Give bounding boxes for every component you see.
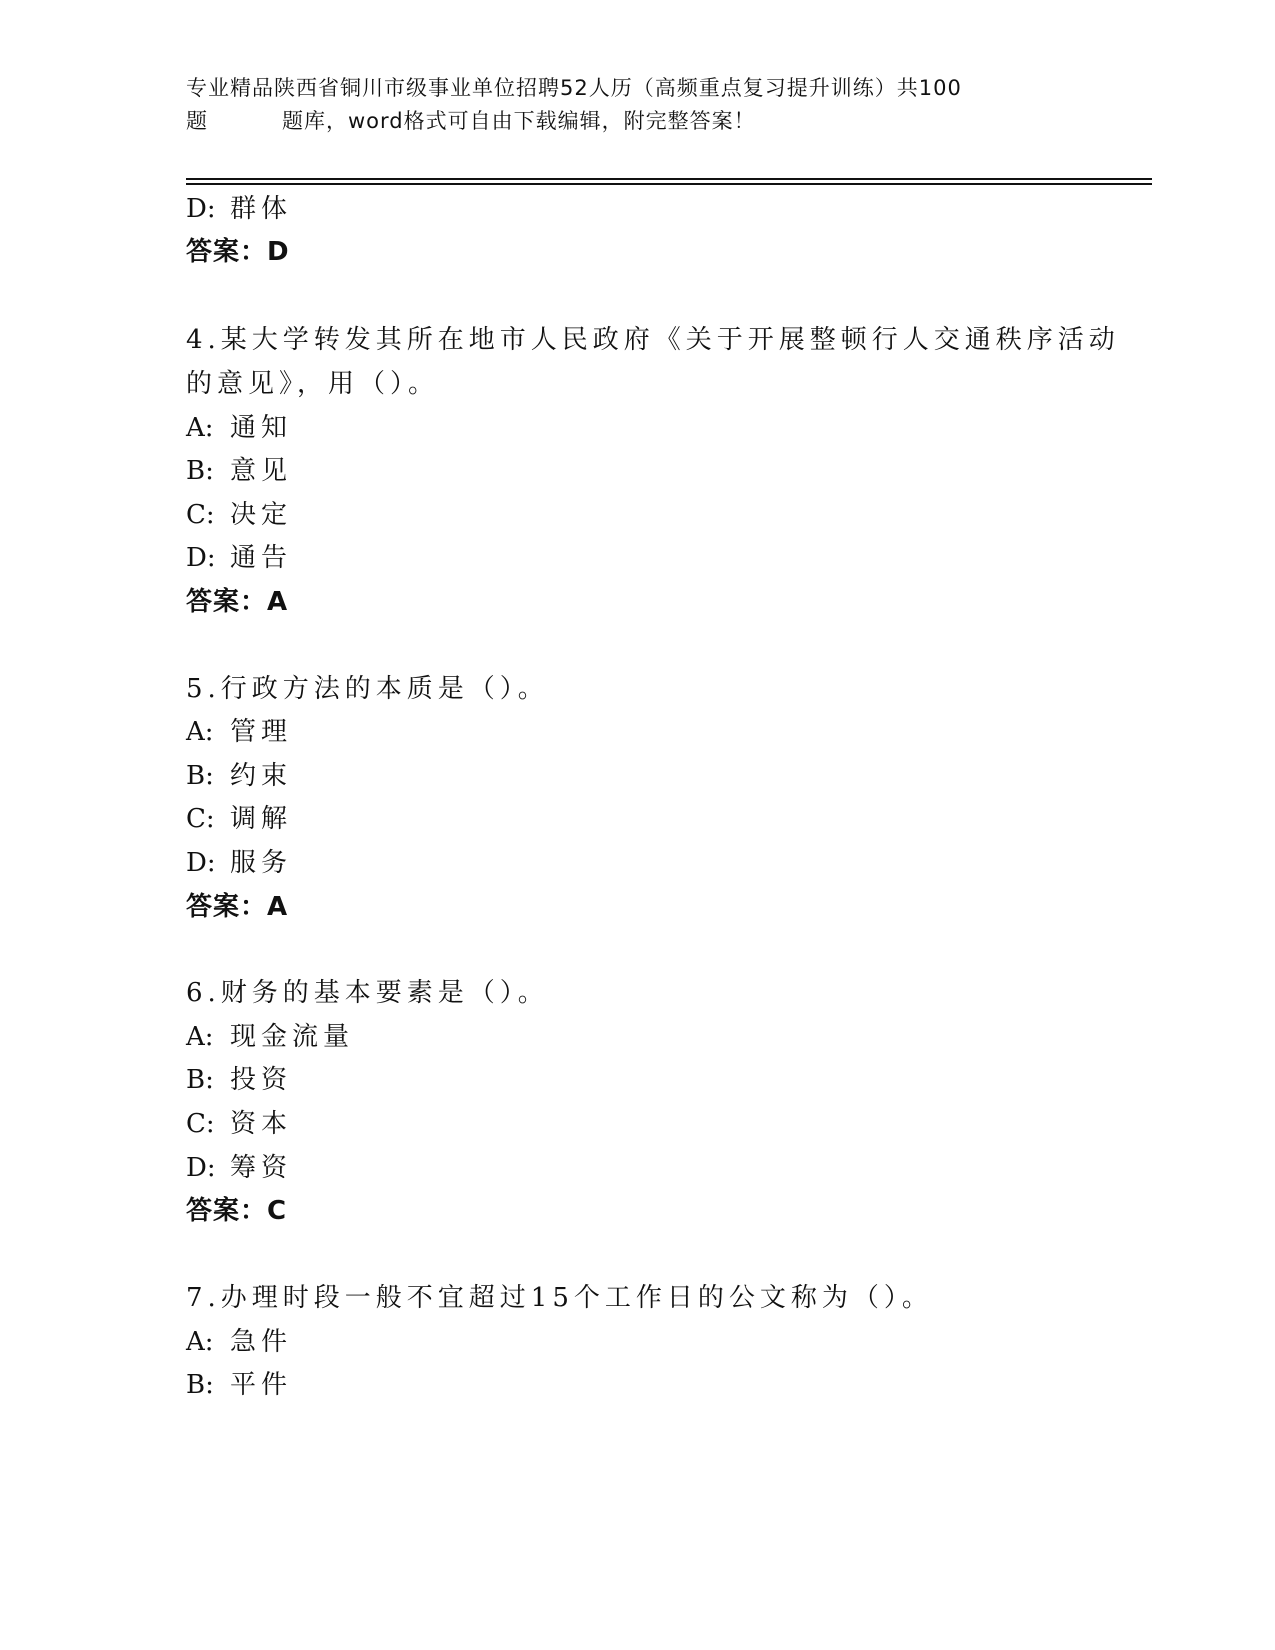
option-text: 通告 (230, 543, 293, 573)
q4-option-d (186, 541, 292, 575)
q7-option-a (186, 1325, 292, 1359)
q7-stem: 7.办理时段一般不宜超过15个工作日的公文称为（）。 (186, 1283, 933, 1313)
option-key: A: (186, 413, 214, 443)
option-key: B: (186, 1370, 214, 1400)
option-key: D: (186, 543, 216, 573)
q5-answer: 答案：A (186, 892, 289, 922)
option-key: D: (186, 848, 216, 878)
option-key: B: (186, 1065, 214, 1095)
q5-option-a (186, 715, 292, 749)
option-text: 约束 (230, 761, 293, 791)
q4-stem-line-1: 4.某大学转发其所在地市人民政府《关于开展整顿行人交通秩序活动 (186, 325, 1120, 355)
option-text: 决定 (230, 500, 293, 530)
option-text: 意见 (230, 456, 293, 486)
q6-option-b (186, 1063, 292, 1097)
option-text: 平件 (230, 1370, 293, 1400)
q6-option-a (186, 1020, 354, 1054)
option-text: 管理 (230, 717, 293, 747)
q6-answer: 答案：C (186, 1196, 288, 1226)
q4-option-a (186, 411, 292, 445)
option-key: D: (186, 194, 216, 224)
option-key: C: (186, 500, 215, 530)
option-text: 通知 (230, 413, 293, 443)
option-text: 群体 (230, 194, 293, 224)
option-text: 资本 (230, 1109, 293, 1139)
option-key: A: (186, 1022, 214, 1052)
option-key: B: (186, 761, 214, 791)
q6-option-d (186, 1151, 292, 1185)
header-title-line-2 (186, 107, 756, 135)
option-text: 投资 (230, 1065, 293, 1095)
q4-stem-line-2: 的意见》，用（）。 (186, 369, 440, 399)
option-text: 调解 (230, 804, 293, 834)
q6-stem: 6.财务的基本要素是（）。 (186, 978, 549, 1008)
header-line-2-lead: 题 (186, 109, 208, 133)
option-key: C: (186, 1109, 215, 1139)
option-text: 现金流量 (230, 1022, 355, 1052)
q3-answer: 答案：D (186, 237, 290, 267)
q4-option-c (186, 498, 292, 532)
option-key: A: (186, 717, 214, 747)
q4-answer: 答案：A (186, 587, 289, 617)
q5-option-d (186, 846, 292, 880)
header-title-line-1: 专业精品陕西省铜川市级事业单位招聘52人历（高频重点复习提升训练）共100 (186, 76, 962, 100)
q4-option-b (186, 454, 292, 488)
header-divider-top (186, 178, 1152, 180)
option-text: 急件 (230, 1327, 293, 1357)
option-key: C: (186, 804, 215, 834)
q3-option-d (186, 192, 292, 226)
q5-option-c (186, 802, 292, 836)
option-text: 筹资 (230, 1153, 293, 1183)
q5-option-b (186, 759, 292, 793)
header-divider-bottom (186, 183, 1152, 185)
q5-stem: 5.行政方法的本质是（）。 (186, 674, 549, 704)
q7-option-b (186, 1368, 292, 1402)
option-key: A: (186, 1327, 214, 1357)
option-text: 服务 (230, 848, 293, 878)
header-line-2-rest: 题库，word格式可自由下载编辑，附完整答案！ (282, 109, 756, 133)
q6-option-c (186, 1107, 292, 1141)
option-key: B: (186, 456, 214, 486)
option-key: D: (186, 1153, 216, 1183)
